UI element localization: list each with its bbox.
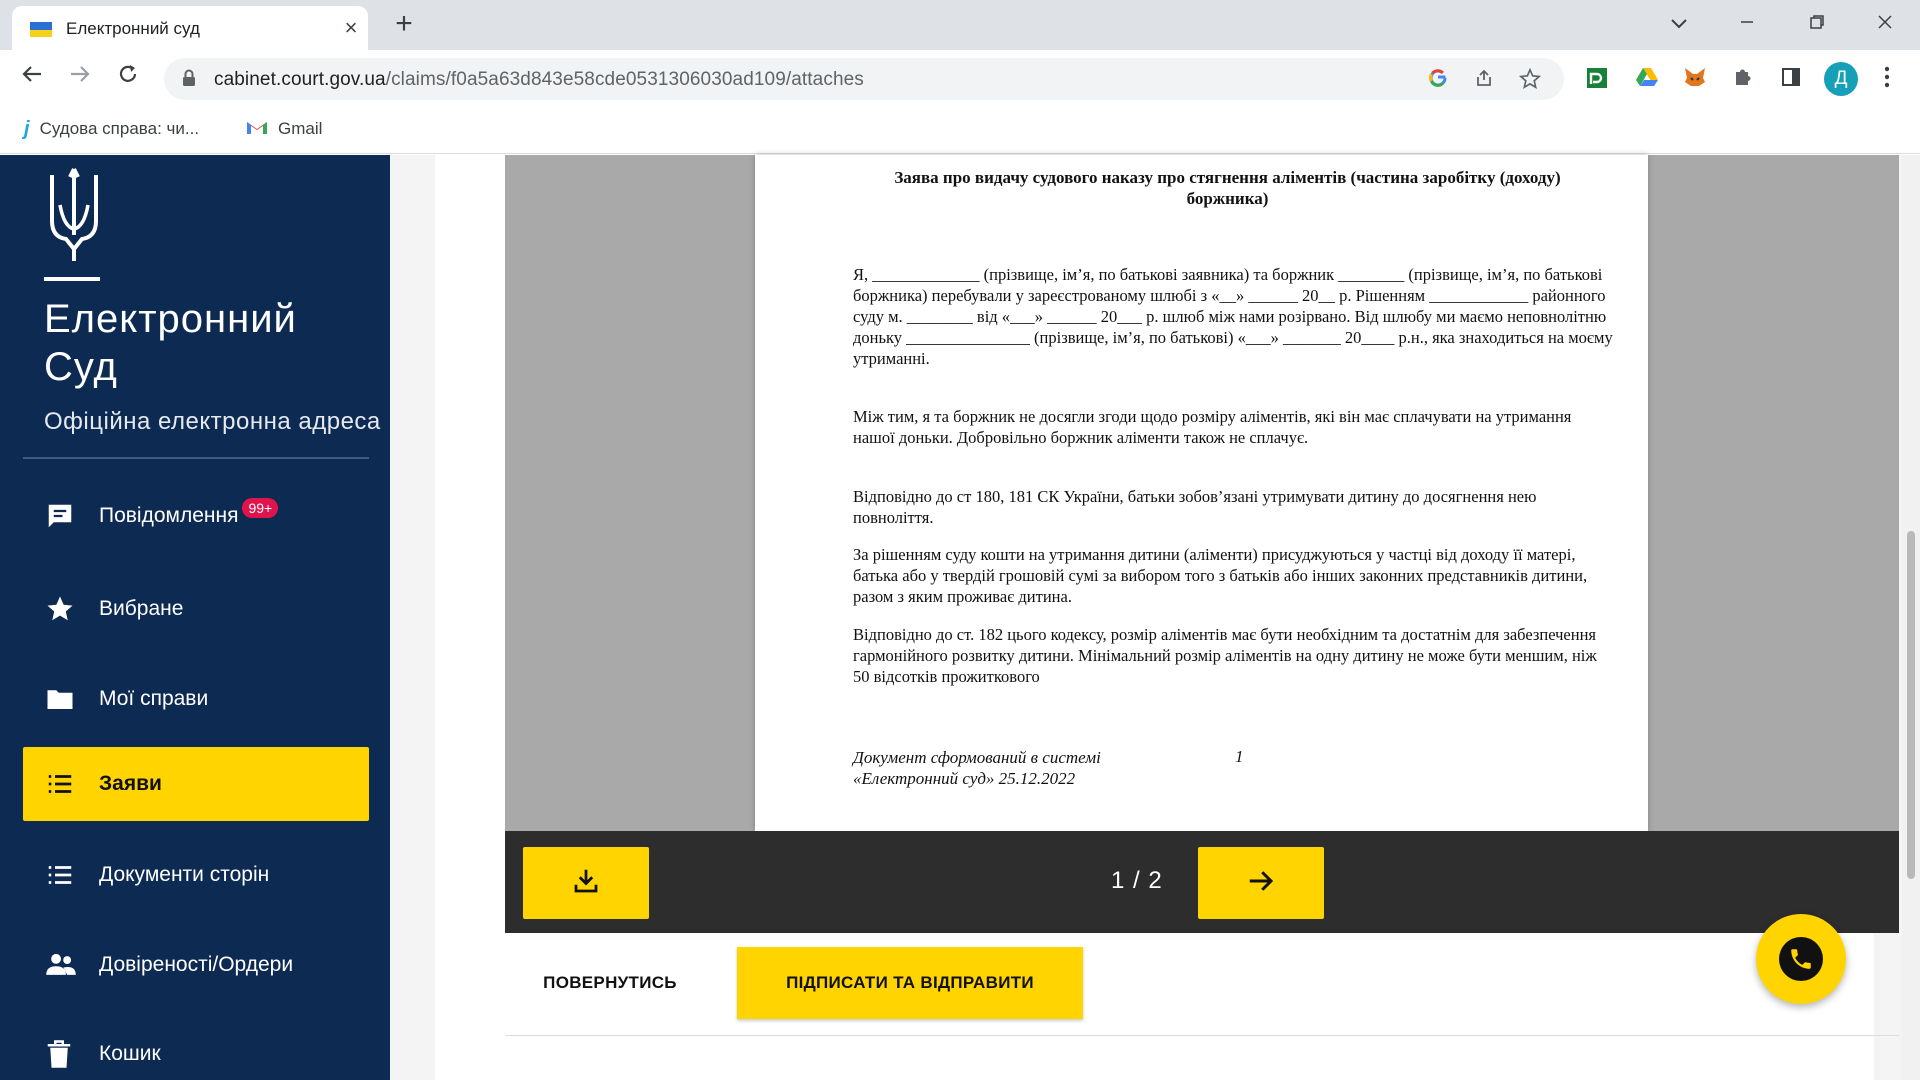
tab-search-icon[interactable]	[1654, 6, 1704, 42]
viewer-controls	[505, 831, 1899, 933]
browser-toolbar	[0, 50, 1920, 106]
restore-button[interactable]	[1792, 6, 1842, 42]
extension-green-icon[interactable]	[1584, 66, 1610, 92]
sidebar-item-notifications[interactable]	[23, 479, 369, 553]
google-drive-icon[interactable]	[1634, 66, 1660, 92]
page-scrollbar[interactable]	[1902, 155, 1920, 1080]
main-content	[390, 155, 1920, 1080]
browser-tab[interactable]	[12, 6, 368, 50]
forward-arrow-icon[interactable]	[64, 62, 96, 94]
bookmark-item[interactable]: j Судова справа: чи...	[24, 117, 200, 140]
document-page	[755, 155, 1648, 831]
star-icon	[23, 594, 99, 624]
back-button[interactable]: ПОВЕРНУТИСЬ	[543, 973, 677, 992]
sidebar-item-party-documents[interactable]	[23, 838, 369, 912]
new-tab-button[interactable]: +	[395, 7, 413, 40]
google-translate-icon[interactable]	[1426, 68, 1450, 92]
sidebar-item-favorites[interactable]	[23, 572, 369, 646]
side-panel-icon[interactable]	[1778, 66, 1804, 92]
sidebar	[0, 155, 390, 1080]
browser-menu-icon[interactable]	[1874, 66, 1900, 92]
gmail-icon	[246, 119, 268, 140]
notification-badge: 99+	[242, 498, 278, 518]
message-icon	[23, 501, 99, 531]
sidebar-divider	[23, 457, 369, 459]
list-icon	[23, 860, 99, 890]
bottom-divider	[505, 1035, 1899, 1036]
document-page-number: 1	[1235, 747, 1244, 766]
content-card	[435, 155, 1874, 1080]
phone-icon	[1779, 937, 1823, 981]
document-paragraph: Між тим, я та боржник не досягли згоди щодо розміру аліментів, які він має сплачувати на утримання нашої доньки. Добровільно боржник аліменти також не сплачує.	[853, 407, 1572, 447]
sidebar-item-label: Документи сторін	[99, 863, 270, 886]
ukraine-flag-icon	[30, 22, 52, 37]
document-paragraph: Відповідно до ст. 182 цього кодексу, розмір аліментів має бути необхідним та достатнім для забезпечення гармонійного розвитку дитини. Мінімальний розмір аліментів на одну дитину не може бути меншим, ніж 50 відсотків прожиткового	[853, 625, 1597, 686]
brand-subtitle: Офіційна електронна адреса	[44, 408, 381, 435]
sign-and-send-button[interactable]: ПІДПИСАТИ ТА ВІДПРАВИТИ	[737, 947, 1083, 1019]
sidebar-item-label: Мої справи	[99, 687, 209, 710]
bookmark-favicon-icon: j	[24, 117, 30, 140]
address-bar[interactable]	[164, 58, 1564, 100]
share-icon[interactable]	[1472, 68, 1496, 92]
folder-icon	[23, 684, 99, 714]
reload-icon[interactable]	[112, 62, 144, 94]
document-footer: Документ сформований в системі «Електронний суд» 25.12.2022	[853, 748, 1101, 788]
tab-title: Електронний суд	[66, 19, 200, 38]
logo-divider	[44, 277, 100, 281]
close-window-button[interactable]	[1860, 6, 1910, 42]
minimize-button[interactable]	[1722, 6, 1772, 42]
action-bar	[505, 947, 1899, 1027]
sidebar-item-label: Кошик	[99, 1042, 161, 1065]
bookmarks-bar	[0, 106, 1920, 154]
download-icon	[571, 866, 601, 901]
metamask-fox-icon[interactable]	[1682, 66, 1708, 92]
ukraine-trident-logo	[46, 165, 102, 270]
document-viewer	[505, 155, 1899, 831]
trash-icon	[23, 1039, 99, 1069]
people-icon	[23, 950, 99, 980]
sidebar-item-powers-of-attorney[interactable]	[23, 928, 369, 1002]
back-arrow-icon[interactable]	[16, 62, 48, 94]
sidebar-item-label: Довіреності/Ордери	[99, 953, 294, 976]
document-paragraph: За рішенням суду кошти на утримання дитини (аліменти) присуджуються у частці від доходу її матері, батька або у твердій грошовій сумі за вибором того з батьків або інших законних представників дитини, разом з яким проживає дитина.	[853, 545, 1588, 606]
next-page-button[interactable]	[1198, 847, 1324, 919]
lock-icon[interactable]	[182, 69, 196, 92]
brand-title: Електронний Суд	[44, 297, 297, 389]
bookmark-gmail[interactable]: Gmail	[246, 114, 322, 144]
scrollbar-thumb[interactable]	[1907, 531, 1915, 879]
document-paragraph: Я, _____________ (прізвище, ім’я, по батькові заявника) та боржник ________ (прізвище, ім’я, по батькові боржника) перебували у зареєстрованому шлюбі з «__» ______ 20__ р. Рішенням ____________ районного суду м. ________ від «___» ______ 20___ р. шлюб між нами розірвано. Від шлюбу ми маємо неповнолітню доньку _______________ (прізвище, ім’я, по батькові) «___» _______ 20____ р.н., яка знаходиться на моєму утриманні.	[853, 265, 1613, 368]
extensions-puzzle-icon[interactable]	[1730, 66, 1756, 92]
document-title: Заява про видачу судового наказу про стягнення аліментів (частина заробітку (доходу) боржника)	[894, 168, 1561, 208]
sidebar-item-trash[interactable]	[23, 1017, 369, 1080]
url-text: cabinet.court.gov.ua/claims/f0a5a63d843e58cde0531306030ad109/attaches	[214, 69, 864, 90]
browser-tab-strip	[0, 0, 1920, 50]
sidebar-item-label: Повідомлення	[99, 504, 239, 527]
sidebar-item-claims[interactable]	[23, 747, 369, 821]
document-paragraph: Відповідно до ст 180, 181 СК України, батьки зобов’язані утримувати дитину до досягнення нею повноліття.	[853, 487, 1537, 527]
close-tab-icon[interactable]: ×	[344, 15, 358, 40]
arrow-right-icon	[1246, 866, 1276, 901]
call-button[interactable]	[1756, 914, 1846, 1004]
download-button[interactable]	[523, 847, 649, 919]
sidebar-item-label: Заяви	[99, 772, 162, 795]
sidebar-item-label: Вибране	[99, 597, 184, 620]
profile-avatar[interactable]: Д	[1824, 62, 1858, 96]
page-counter: 1 / 2	[1111, 867, 1163, 894]
bookmark-star-icon[interactable]	[1518, 68, 1542, 92]
list-icon	[23, 769, 99, 799]
sidebar-item-my-cases[interactable]	[23, 662, 369, 736]
